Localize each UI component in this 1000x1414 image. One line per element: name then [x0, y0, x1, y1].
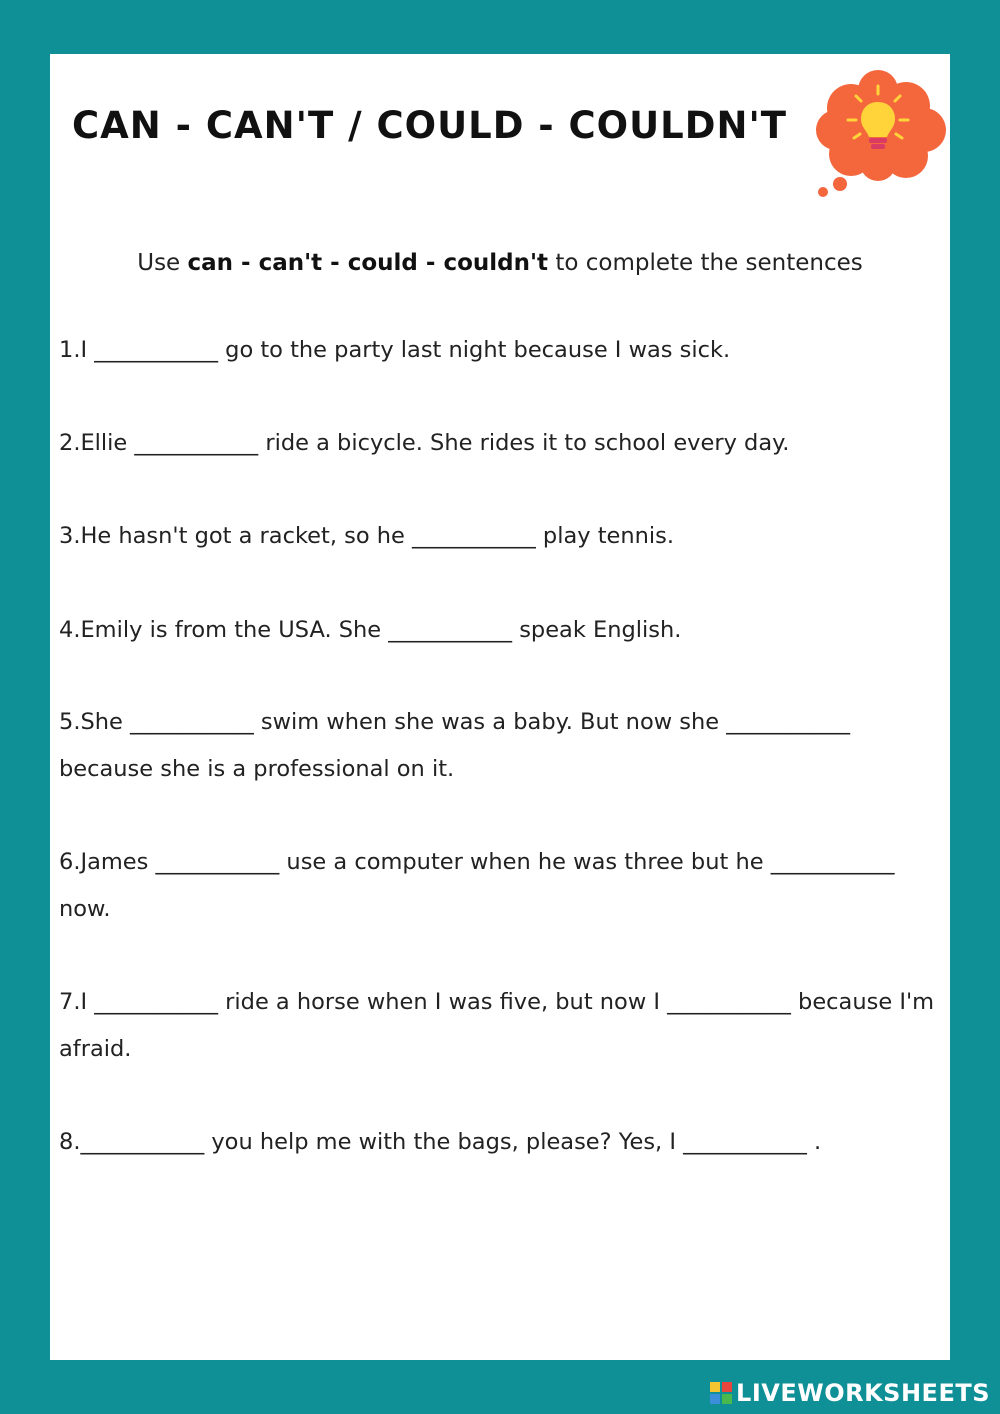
sentence-5: 5.She ___________ swim when she was a baby. But now she ___________ because she is a professional on it. — [59, 709, 850, 782]
sentence-6: 6.James ___________ use a computer when he was three but he ___________ now. — [59, 849, 895, 922]
sentence-8: 8.___________ you help me with the bags, please? Yes, I ___________ . — [59, 1129, 822, 1155]
instruction-keywords: can - can't - could - couldn't — [187, 250, 549, 276]
instruction-suffix: to complete the sentences — [548, 250, 863, 276]
liveworksheets-logo-icon — [710, 1382, 732, 1404]
instruction — [50, 250, 950, 276]
sentence-4: 4.Emily is from the USA. She ___________ speak English. — [59, 617, 682, 643]
sentence-1: 1.I ___________ go to the party last night because I was sick. — [59, 337, 731, 363]
sentence-3: 3.He hasn't got a racket, so he ___________ play tennis. — [59, 523, 675, 549]
page-title: CAN - CAN'T / COULD - COULDN'T — [72, 104, 788, 147]
footer-brand: LIVEWORKSHEETS — [736, 1379, 990, 1407]
sentence-7: 7.I ___________ ride a horse when I was five, but now I ___________ because I'm afraid. — [59, 989, 935, 1062]
lightbulb-thought-cloud-icon — [806, 68, 951, 200]
instruction-prefix: Use — [137, 250, 188, 276]
sentence-2: 2.Ellie ___________ ride a bicycle. She rides it to school every day. — [59, 430, 790, 456]
footer-watermark — [710, 1378, 990, 1408]
